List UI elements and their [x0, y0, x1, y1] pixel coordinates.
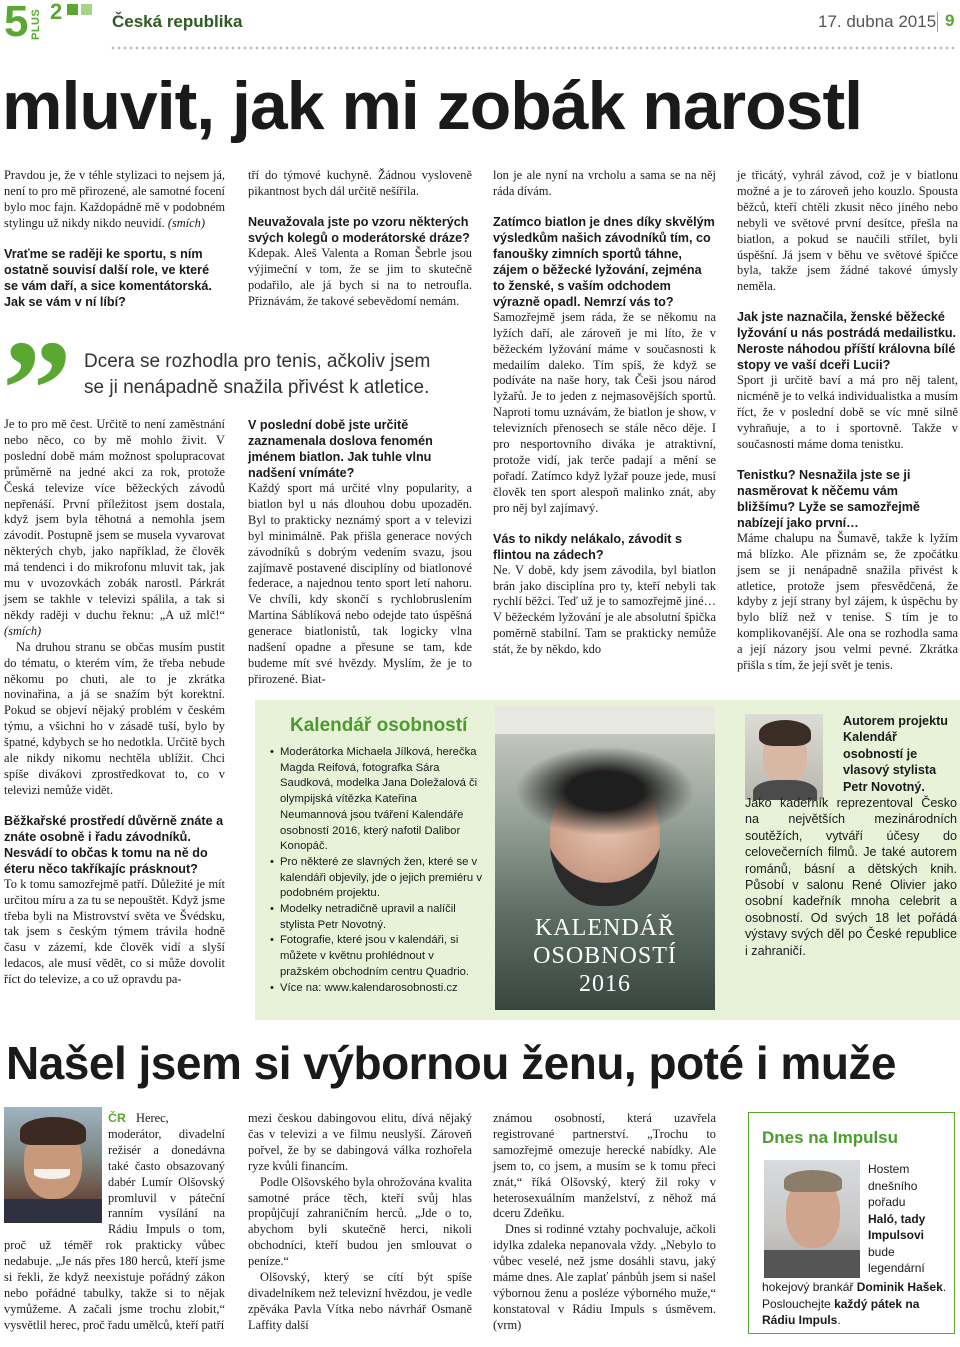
dnes-box-text-bottom: hokejový brankář Dominik Hašek. Poslouchejte každý pátek na Rádiu Impuls.	[762, 1280, 947, 1327]
question: Vás to nikdy nelákalo, závodit s flintou na zádech?	[493, 531, 682, 562]
question: Tenistku? Nesnažila jste se ji nasměrovat k něčemu vám bližšímu? Lyže se samozřejmě nabízejí jako první…	[737, 467, 920, 530]
header-dotted-rule	[110, 46, 954, 50]
question: Vraťme se raději ke sportu, s ním ostatně souvisí další role, ve které se vám daří, a sice komentátorská. Jak se vám v ní líbí?	[4, 246, 212, 309]
paragraph: Olšovský, který se cítí být spíše divadelníkem než televizní hvězdou, je vedle zpěváka Pavla Vítka nebo návrhář Osmaně Laffity další	[248, 1270, 472, 1332]
question: Neuvažovala jste po vzoru některých svých kolegů o moderátorské dráze?	[248, 214, 470, 245]
col2-top	[248, 168, 472, 309]
article2-col2	[248, 1111, 472, 1334]
list-item: • Více na: www.kalendarosobnosti.cz	[270, 981, 485, 997]
list-item: • Pro některé ze slavných žen, které se v kalendáři objevily, jde o jejich premiéru v podobném projektu.	[270, 855, 485, 902]
pullquote-line: se ji nenápadně snažila přivést k atletice.	[84, 377, 430, 398]
article2-col1-text	[4, 1111, 225, 1334]
page-date: 17. dubna 2015	[818, 12, 937, 31]
paragraph: mezi českou dabingovou elitu, dívá nějaký čas v televizi a ve filmu neuslyší. Zároveň pořvel, že by se dabingová válka rozhořela ryze kvůli financím.	[248, 1111, 472, 1173]
logo-exponent: 2	[50, 0, 63, 24]
question: Jak jste naznačila, ženské běžecké lyžování u nás postrádá medailistku. Neroste náhodou příští královna bílé stopy ve vaší dceři Lucii?	[737, 310, 957, 373]
dnes-box-text	[868, 1161, 952, 1277]
author-bold: Autorem projektu Kalendář osobností je vlasový stylista Petr Novotný.	[843, 714, 948, 794]
paragraph: Každý sport má určité vlny popularity, a biatlon byl u nás dlouhou dobu upozaděn. Byl to prakticky neznámý sport a v televizi byl minimálně. Pak přišla generace nových závodníků s dobrým vedením svazu, jsou zajímavě postavené disciplíny od biatlonové federace, a najednou tento sport letí nahoru. Ve chvíli, kdy skončí s rychlobruslením Martina Sáblíková nebo odejde tato úspěšná generace biatlonistů, tak logicky vlna nadšení opadne a přesune se tam, kde budeme mít své hvězdy. Myslím, že je to přirozené. Biat-	[248, 481, 472, 686]
paragraph: Dnes si rodinné vztahy pochvaluje, ačkoli idylka zdaleka nepanovala vždy. „Nebylo to vůbec veselé, než jsme dosáhli stavu, jaký máme dnes. Ale zaplať pánbůh jsem si našel výbornou ženu a posléze výborného muže,“ konstatoval v Rádiu Impuls s úsměvem. (vrm)	[493, 1222, 716, 1332]
poster-title: KALENDÁŘ	[535, 915, 675, 941]
col1-top	[4, 168, 225, 310]
logo-square-light	[81, 4, 92, 15]
question: V poslední době jste určitě zaznamenala doslova fenomén jménem biatlon. Jak tuhle vlnu nadšení vnímáte?	[248, 418, 433, 480]
page-number: 9	[945, 11, 955, 30]
logo-square-dark	[67, 4, 78, 15]
poster-year: 2016	[579, 971, 631, 997]
list-item: • Fotografie, které jsou v kalendáři, si můžete v květnu prohlédnout v pražském obchodním centru Quadrio.	[270, 933, 485, 980]
paragraph: je třicátý, vyhrál závod, což je v biatlonu možné a je to zároveň jeho kouzlo. Spousta běžců, kteří chtěli zkusit něco jiného nebo nebyli ve světové první desítce, přešla na biatlon, a pokud se naučili střílet, byli úspěšní. Já jsem v běhu ve světové špičce byla, takže jsem žádné takové úmysly neměla.	[737, 168, 958, 294]
col3	[493, 168, 716, 658]
paragraph: Máme chalupu na Šumavě, takže k lyžím má blízko. Ale přiznám se, že zpočátku jsem se ji nenápadně snažila přivést k atletice, protože jsem přesvědčená, že kdyby z její strany byl zájem, k úspěchu by bylo blíž než v tenise. S tím je to komplikovanější. Ale ona se rozhodla sama a její názory jsou velmi pevné. Zkrátka přišla s tím, že její svět je tenis.	[737, 530, 958, 673]
paragraph: Podle Olšovského byla ohrožována kvalita samotné práce těch, kteří svůj hlas propůjčují zahraničním herců. „Jde o to, abychom byli skutečně herci, nikoli obchodníci, kteří budou jen smlouvat o peníze.“	[248, 1174, 472, 1269]
calendar-poster-image	[495, 706, 715, 1010]
logo-plus: PLUS	[30, 8, 42, 40]
quote-mark: ”	[2, 312, 62, 467]
col4	[737, 168, 958, 674]
paragraph: tří do týmové kuchyně. Žádnou vysloveně pikantnost bych dál určitě nešířila.	[248, 168, 472, 198]
schedule: každý pátek na Rádiu Impuls	[762, 1296, 920, 1327]
pullquote-line: Dcera se rozhodla pro tenis, ačkoliv jsem	[84, 351, 431, 372]
paragraph: Je to pro mě čest. Určitě to není zaměstnání nebo něco, co by mě mohlo živit. V poslední době mám možnost spolupracovat průměrně na jedné akci za rok, protože Česká televize více běžeckých závodů nepřenáší. První příležitost jsem dostala, když jsem byla těhotná a nemohla jsem závodit. Postupně jsem se musela vyvarovat některých chyb, jako například, že člověk má tendenci i do mikrofonu mluvit tak, jak mu v uvozovkách zobák narostl. Párkrát jsem se takhle v televizi spálila, a tak si někdy raději v duchu řeknu: „A už mlč!“ (smích)	[4, 417, 225, 638]
paragraph: Samozřejmě jsem ráda, že se někomu na lyžích daří, ale zároveň je mi líto, že v běžeckém lyžování máme v současnosti k medailím daleko. Tím spíš, že když se podíváte na naše hory, tak Češi jsou národ lyžařů. Je to jeden z nejmasovějších sportů. Naproti tomu uznávám, že biatlon je show, v televizních přenosech se stále něco děje. I pro nesportovního diváka je atraktivní, protože vidí, jak terče padají a mění se pořadí. Zatímco když lyžař pouze jede, musí člověk ten sport alespoň malinko znát, aby pro něj byl zajímavý.	[493, 309, 716, 515]
paragraph: Ne. V době, kdy jsem závodila, byl biatlon brán jako disciplína pro ty, kteří nebyli tak rychlí běžci. Teď už je to samozřejmě jiné… V běžeckém lyžování je ale absolutní špička poměrně stabilní. Tam se prakticky nemůže stát, že by někdo, kdo	[493, 562, 716, 657]
poster-subtitle: OSOBNOSTÍ	[533, 943, 677, 969]
dnes-box-title: Dnes na Impulsu	[762, 1128, 899, 1147]
author-bio	[745, 713, 957, 959]
show-name: Haló, tady Impulsovi	[868, 1211, 926, 1242]
paragraph: lon je ale nyní na vrcholu a sama se na něj ráda dívám.	[493, 168, 716, 198]
question: Zatímco biatlon je dnes díky skvělým výsledkům našich závodníků tím, co fanoušky zimních sportů táhne, zájem o běžecké lyžování, zejména to ženské, s vaším odchodem výrazně opadl. Nemrzí vás to?	[493, 214, 715, 309]
paragraph: Kdepak. Aleš Valenta a Roman Šebrle jsou výjimeční v tom, že se jim to skutečně podařilo, ale já bych si na to netroufla. Přiznávám, že takové sebevědomí nemám.	[248, 245, 472, 308]
guest-name: Dominik Hašek	[856, 1280, 943, 1294]
dnes-text: Poslouchejte	[762, 1296, 831, 1311]
pullquote-text	[84, 349, 430, 401]
paragraph: známou osobností, která uzavřela registrované partnerství. „Trochu to samozřejmě omezuje herecké nabídky. Ale jsem to, co jsem, a musím se k tomu přeci znát,“ říká Olšovský, který žil roky v heterosexuálním manželství, z něhož má dceru Zdeňku.	[493, 1111, 716, 1221]
dnes-text: hokejový brankář	[762, 1280, 854, 1294]
headline: mluvit, jak mi zobák narostl	[2, 68, 863, 144]
logo-number: 5	[4, 0, 29, 46]
article2-col3	[493, 1111, 716, 1334]
dnes-text: bude legendární	[868, 1244, 925, 1275]
paragraph: Herec, moderátor, divadelní režisér a donedávna také často obsazovaný dabér Lumír Olšovský promluvil v páteční ranním vysílání na Rádiu Impuls o tom, proč už téměř rok prakticky vůbec nedabuje. „Je nás přes 180 herců, kteří jsme si řekli, že když neexistuje pořádný zákon nebo pořádné tabulky, takže si to nějak vymůžeme. A začali jsme trochu zlobit,“ vysvětlil herec, proč řadu umělců, kteří patří	[4, 1111, 225, 1332]
author-text: Jako kadeřník reprezentoval Česko na největších mezinárodních soutěžích, vytváří účesy do celovečerních filmů. Je také autorem románů, básní a dětských knih. Působí v salonu René Olivier jako osobní kadeřník mnoha celebrit a osobností. Od svých 18 let pořádá výstavy svých děl po České republice i zahraničí.	[745, 796, 957, 958]
paragraph: Pravdou je, že v téhle stylizaci to nejsem já, není to pro mě přirozené, ale samotné focení bylo moc fajn. Každopádně mě v podobném stylingu už nikdy nikdo neuvidí. (smích)	[4, 168, 225, 230]
header-divider	[937, 12, 938, 32]
hasek-photo	[764, 1160, 860, 1278]
col1-bottom	[4, 417, 225, 988]
question: Běžkařské prostředí důvěrně znáte a znáte osobně i řadu závodníků. Nesvádí to občas k tomu na ně do éteru něco takříkajíc prásknout?	[4, 813, 224, 876]
paragraph: Na druhou stranu se občas musím pustit do tématu, o kterém vím, že třeba nebude někomu po chuti, ale to je zkrátka novinařina, a já se snažím být korektní. Pokud se objeví nějaký problém v českém týmu, a všichni ho v zásadě tuší, bylo by špatné, kdybych se ho nedotkla. Určitě bych ale nikdy nikomu nechtěla ublížit. Chci spíše divákovi zprostředkovat to, co v televizi nemůže vidět.	[4, 639, 225, 797]
dnes-text: Hostem dnešního pořadu	[868, 1162, 918, 1209]
list-item: • Moderátorka Michaela Jílková, herečka Magda Reifová, fotografka Sára Saudková, modelka Jana Doležalová či olympijská vítězka Kateřina Neumannová jsou tváření Kalendáře osobností 2016, který nafotil Dalibor Konopáč.	[270, 745, 485, 855]
paragraph: Sport ji určitě baví a má pro něj talent, nicméně je to velká individualistka a musím říct, že v poslední době se víc mně silně vyhraňuje, a to i sportovně. Takže v současnosti máme doma tenistku.	[737, 373, 958, 451]
location-lead: ČR	[108, 1111, 126, 1125]
list-item: • Modelky netradičně upravil a nalíčil stylista Petr Novotný.	[270, 902, 485, 933]
paragraph: To k tomu samozřejmě patří. Důležité je mít určitou míru a za tu se nepouštět. Když jsme třeba byli na Mistrovství světa ve Švédsku, tak jsem s českým týmem trávila hodně času v zázemí, kde člověk vidí a slyší ledacos, ale musí vědět, co si může dovolit říct do televize, a co už opravdu pa-	[4, 876, 225, 987]
calendar-box-title: Kalendář osobností	[290, 715, 468, 736]
calendar-list	[270, 745, 485, 996]
article2-headline: Našel jsem si výbornou ženu, poté i muže	[6, 1037, 897, 1089]
section-title: Česká republika	[112, 12, 243, 31]
col2-bottom	[248, 417, 472, 688]
